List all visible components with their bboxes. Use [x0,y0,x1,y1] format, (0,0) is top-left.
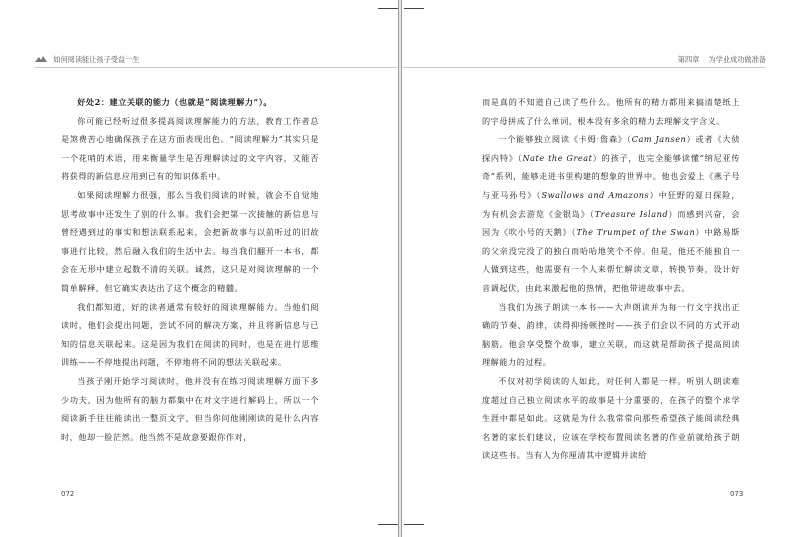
text-run: ）中路易斯的父亲没完没了的独白而哈哈地笑个不停。但是，他还不能独自一人做到这些，他需要有一个人来帮忙解读文章，转换节奏，设计好音调起伏，由此来激起他的热情，把他带进故事中去。 [482,227,740,293]
section-heading: 好处2：建立关联的能力（也就是“阅读理解力”）。 [77,97,273,107]
english-title: Treasure Island [594,208,669,219]
right-page [402,0,800,537]
english-title: Nate the Great [522,152,593,163]
left-running-header [34,55,140,65]
left-body-text [61,93,319,446]
continued-paragraph: 而是真的不知道自己读了些什么。他所有的精力都用来搞清楚纸上的字母拼成了什么单词，根本没有多余的精力去理解文字含义。 [482,97,740,126]
header-rule [34,67,398,68]
crop-mark [378,8,398,9]
paragraph: 我们都知道，好的读者通常有较好的阅读理解能力。当他们阅读时，他们会提出问题，尝试不同的解决方案，并且将新信息与已知的信息关联起来。这是因为我们在阅读的同时，也是在进行思维训练——不停地提出问题，不停地将不同的想法关联起来。 [61,301,319,368]
paragraph: 不仅对初学阅读的人如此，对任何人都是一样。听别人朗读难度超过自己独立阅读水平的故事是十分重要的，在孩子的整个求学生涯中都是如此。这就是为什么我常常向那些希望孩子能阅读经典名著的家长们建议，应该在学校布置阅读名著的作业前就给孩子朗读这些书。当有人为你厘清其中逻辑并读给 [482,375,740,461]
english-title: Swallows and Amazons [541,189,650,200]
right-running-header [678,55,766,65]
text-run: ）而感到兴奋，会因为《吹小号的天鹅》（ [482,208,740,238]
text-run: ）或者《大侦探内特》（ [482,134,740,163]
english-title: Cam Jansen [631,134,687,145]
gutter-line [398,0,399,537]
crop-mark [378,524,398,525]
page-number: 073 [730,490,744,498]
text-run: ）的孩子，也完全能够读懂“纳尼亚传奇”系列，能够走进书里构建的想象的世界中。他也会爱上《燕子号与亚马孙号》（ [482,152,740,200]
page-number: 072 [61,490,75,498]
paragraph-with-titles [482,130,740,297]
right-header-title: 为学业成功做准备 [708,55,766,64]
paragraph: 如果阅读理解力很强，那么当我们阅读的时候，就会不自觉地思考故事中还发生了别的什么事。我们会把第一次接触的新信息与曾经遇到过的事实和想法联系起来，会把新故事与以前听过的旧故事进行比较，然后融入我们的生活中去。每当我们翻开一本书，都会在无形中建立起数不清的关联。诚然，这只是对阅读理解的一个简单解释，但它确实表达出了这个概念的精髓。 [61,189,319,293]
right-body-text [482,93,740,465]
left-page [0,0,398,537]
publisher-logo-icon [34,55,48,65]
crop-mark [404,524,424,525]
text-run: 一个能够独立阅读《卡姆·詹森》（ [498,134,632,145]
text-run: ）中狂野的夏日探险，为有机会去游览《金银岛》（ [482,189,740,219]
paragraph: 当我们为孩子朗读一本书——大声朗读并为每一行文字找出正确的节奏、韵律，读得抑扬顿挫时——孩子们会以不同的方式开动脑筋。他会享受整个故事，建立关联，而这就是帮助孩子提高阅读理解能力的过程。 [482,301,740,368]
paragraph: 当孩子刚开始学习阅读时，他并没有在练习阅读理解方面下多少功夫，因为他所有的脑力都集中在对文字进行解码上，所以一个阅读新手往往能读出一整页文字，但当你问他刚刚读的是什么内容时，他却一脸茫然。他当然不是故意要跟你作对， [61,375,319,442]
crop-mark [404,8,424,9]
paragraph: 你可能已经听过很多提高阅读理解能力的方法，教育工作者总是煞费苦心地确保孩子在这方面表现出色。“阅读理解力”其实只是一个花哨的术语，用来衡量学生是否理解读过的文字内容，又能否将获得的新信息应用到已有的知识体系中。 [61,115,319,182]
left-header-title: 如何阅读能让孩子受益一生 [53,55,140,64]
english-title: The Trumpet of the Swan [576,227,696,238]
header-rule [402,67,766,68]
header-chapter: 第四章 [677,55,700,64]
